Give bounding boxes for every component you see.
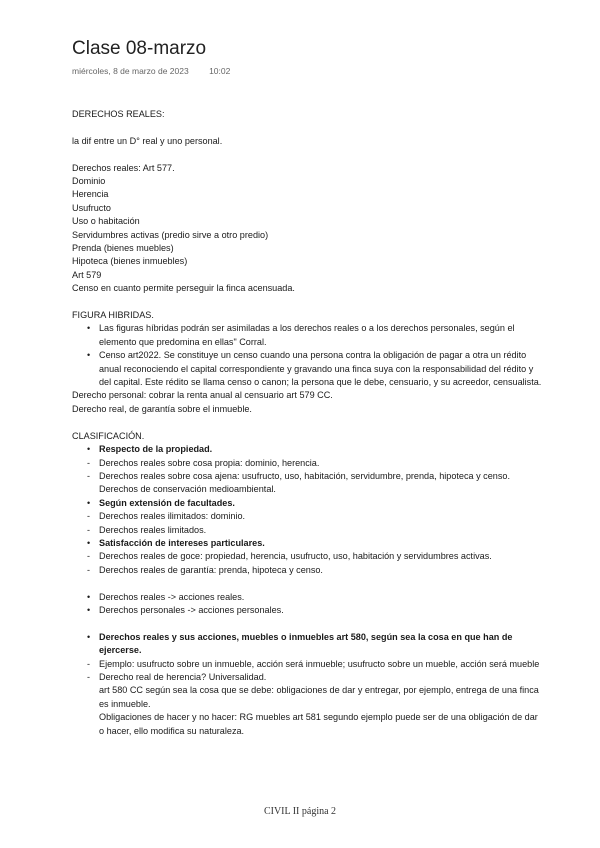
text-line: Prenda (bienes muebles) (72, 243, 174, 254)
note-body (72, 108, 542, 738)
text-line: Derecho personal: cobrar la renta anual al censuario art 579 CC. (72, 390, 333, 401)
list-item (72, 510, 542, 523)
text-line: Dominio (72, 176, 106, 186)
list-item-text: Derechos reales de goce: propiedad, herencia, usufructo, uso, habitación y servidumbres activas. (99, 551, 492, 562)
list-item-text: Satisfacción de intereses particulares. (99, 537, 265, 548)
page-title: Clase 08-marzo (72, 38, 207, 59)
dash-marker: - (87, 551, 90, 562)
list-item-text: Derechos reales de garantía: prenda, hipoteca y censo. (99, 564, 323, 575)
page-time: 10:02 (209, 66, 231, 76)
dash-marker: - (87, 658, 90, 669)
bullet-marker: • (87, 604, 91, 615)
dash-marker: - (87, 470, 90, 481)
list-item (72, 591, 542, 604)
list-item (72, 631, 542, 658)
page-date: miércoles, 8 de marzo de 2023 (72, 66, 189, 76)
list-item (72, 658, 542, 671)
bullet-marker: • (87, 631, 91, 642)
dash-marker: - (87, 524, 90, 535)
list-item (72, 537, 542, 550)
indented-text: art 580 CC según sea la cosa que se debe: obligaciones de dar y entregar, por ejemplo, entrega de una finca es inmueble. (99, 685, 539, 709)
bullet-marker: • (87, 591, 91, 602)
list-item (72, 524, 542, 537)
dash-marker: - (87, 511, 90, 522)
bullet-marker: • (87, 444, 91, 455)
list-item (72, 470, 542, 497)
list-item-text: Respecto de la propiedad. (99, 444, 213, 455)
list-item-text: Derecho real de herencia? Universalidad. (99, 671, 267, 682)
list-item (72, 457, 542, 470)
list-item (72, 604, 542, 617)
list-item-text: Derechos reales sobre cosa ajena: usufructo, uso, habitación, servidumbre, prenda, hipoteca y censo. Derechos de conservación medioambiental. (99, 470, 510, 495)
list-item-text: Ejemplo: usufructo sobre un inmueble, acción será inmueble; usufructo sobre un mueble, acción será mueble (99, 658, 540, 669)
list-item (72, 564, 542, 577)
dash-marker: - (87, 457, 90, 468)
list-item (72, 497, 542, 510)
bullet-marker: • (87, 537, 91, 548)
text-line: Hipoteca (bienes inmuebles) (72, 256, 188, 267)
page-meta (72, 66, 230, 76)
list-item-text: Derechos reales sobre cosa propia: dominio, herencia. (99, 457, 320, 468)
list-item (72, 322, 542, 349)
dash-marker: - (87, 564, 90, 575)
list-item-text: Las figuras híbridas podrán ser asimiladas a los derechos reales o a los derechos personales, según el elemento que predomina en ellas" Corral. (99, 323, 515, 347)
list-item (72, 349, 542, 389)
text-line: Art 579 (72, 269, 102, 280)
text-line: Herencia (72, 189, 109, 200)
text-line: Usufructo (72, 202, 111, 213)
text-line: Censo en cuanto permite perseguir la finca acensuada. (72, 283, 295, 294)
heading-clasificacion: CLASIFICACIÓN. (72, 430, 145, 441)
list-item (72, 443, 542, 456)
list-item-text: Derechos reales limitados. (99, 524, 207, 535)
text-line: Servidumbres activas (predio sirve a otro predio) (72, 229, 269, 240)
list-item-text: Derechos reales y sus acciones, muebles o inmuebles art 580, según sea la cosa en que han de ejercerse. (99, 631, 513, 656)
text-line: Derechos reales: Art 577. (72, 162, 175, 173)
list-item-text: Derechos reales ilimitados: dominio. (99, 511, 246, 522)
page-footer: CIVIL II página 2 (263, 806, 337, 817)
text-line: Uso o habitación (72, 216, 140, 227)
bullet-marker: • (87, 497, 91, 508)
list-item-text: Según extensión de facultades. (99, 497, 235, 508)
heading-figura-hibridas: FIGURA HIBRIDAS. (72, 310, 154, 321)
list-item-text: Derechos personales -> acciones personales. (99, 604, 284, 615)
list-item (72, 671, 542, 684)
text-line: Derecho real, de garantía sobre el inmueble. (72, 403, 252, 414)
text-line: la dif entre un D° real y uno personal. (72, 135, 223, 146)
indented-text: Obligaciones de hacer y no hacer: RG muebles art 581 segundo ejemplo puede ser de una obligación de dar o hacer, ello modifica su naturaleza. (99, 712, 538, 736)
dash-marker: - (87, 671, 90, 682)
list-item-text: Censo art2022. Se constituye un censo cuando una persona contra la obligación de pagar a otra un rédito anual reconociendo el capital correspondiente y gravando una finca suya con la responsabilidad del rédito y del capital. Este rédito se llama censo o canon; la persona que le debe, censuario, y su acreedor, censualista. (99, 350, 542, 388)
bullet-marker: • (87, 323, 91, 334)
bullet-marker: • (87, 350, 91, 361)
heading-derechos-reales: DERECHOS REALES: (72, 109, 165, 119)
list-item-text: Derechos reales -> acciones reales. (99, 591, 245, 602)
list-item (72, 550, 542, 563)
